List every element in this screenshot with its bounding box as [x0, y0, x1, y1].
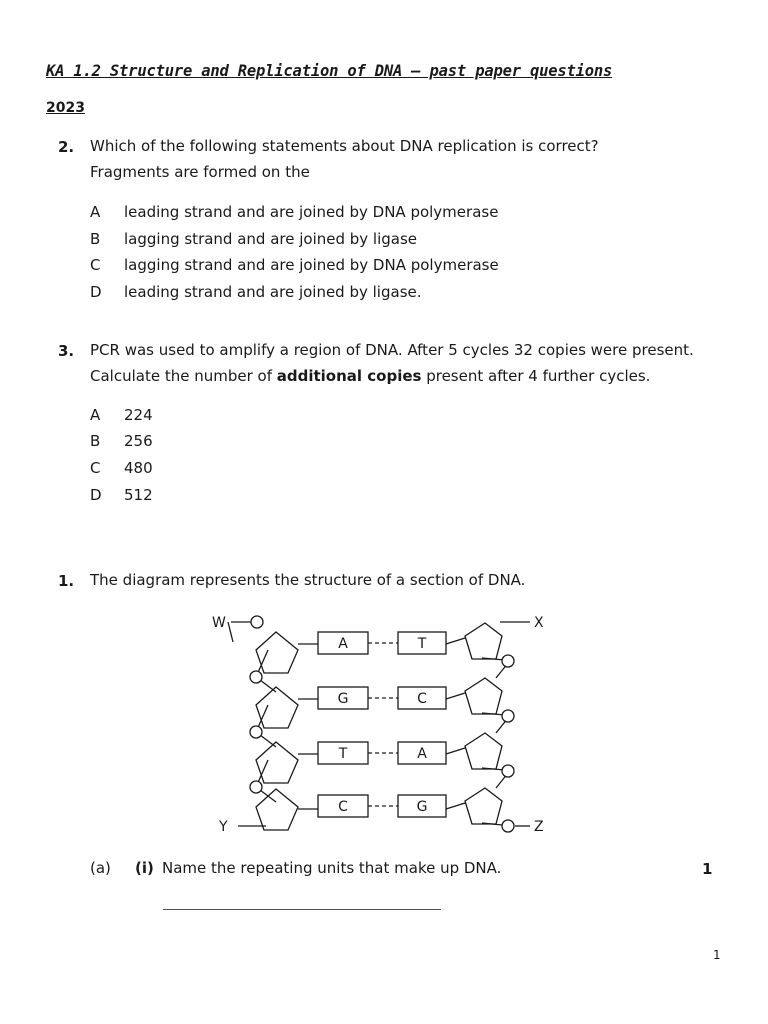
sugar-base-bond [446, 748, 465, 754]
base-label: A [417, 746, 427, 762]
deoxyribose-sugar [465, 788, 502, 824]
question-2-stem [90, 133, 599, 185]
option-text: leading strand and are joined by DNA polymerase [124, 203, 499, 221]
base-label: T [338, 746, 348, 762]
option-text: lagging strand and are joined by ligase [124, 230, 418, 248]
question-1-number: 1. [58, 572, 75, 590]
phosphate-group [502, 655, 514, 667]
option-letter: A [90, 406, 101, 424]
question-3-line-2-start: Calculate the number of [90, 367, 277, 385]
question-1a-i-label: (i) [135, 859, 154, 877]
deoxyribose-sugar [465, 733, 502, 769]
option-letter: C [90, 256, 101, 274]
page-title: KA 1.2 Structure and Replication of DNA – past paper questions [46, 62, 613, 80]
question-1a-i-text: Name the repeating units that make up DNA. [162, 859, 502, 877]
option-letter: D [90, 283, 102, 301]
option-letter: B [90, 432, 101, 450]
phosphate-group [250, 671, 262, 683]
question-2-line-1: Which of the following statements about DNA replication is correct? [90, 137, 599, 155]
question-3-line-1: PCR was used to amplify a region of DNA. After 5 cycles 32 copies were present. [90, 341, 694, 359]
option-text: lagging strand and are joined by DNA polymerase [124, 256, 499, 274]
option-letter: C [90, 459, 101, 477]
deoxyribose-sugar [465, 623, 502, 659]
base-label: C [417, 691, 427, 707]
question-2-line-2: Fragments are formed on the [90, 163, 310, 181]
option-text: leading strand and are joined by ligase. [124, 283, 422, 301]
deoxyribose-sugar [256, 789, 298, 830]
question-3-stem [90, 337, 694, 389]
phosphate-group [502, 710, 514, 722]
option-text: 480 [124, 459, 153, 477]
dna-structure-diagram [200, 605, 560, 835]
base-label: G [337, 691, 349, 707]
marks-value: 1 [702, 860, 713, 878]
option-text: 224 [124, 406, 153, 424]
question-2-number: 2. [58, 138, 75, 156]
deoxyribose-sugar [256, 687, 298, 728]
year-heading: 2023 [46, 100, 85, 116]
base-label: G [416, 799, 428, 815]
backbone-link [228, 622, 233, 642]
end-label-w: W [212, 615, 226, 631]
question-3-number: 3. [58, 342, 75, 360]
question-3-line-2 [90, 363, 694, 389]
answer-line[interactable] [163, 909, 441, 910]
option-text: 512 [124, 486, 153, 504]
question-3-emphasis: additional copies [276, 367, 422, 385]
page-number: 1 [713, 948, 721, 962]
question-1a-label: (a) [90, 859, 111, 877]
base-label: C [338, 799, 348, 815]
sugar-base-bond [446, 803, 465, 809]
phosphate-group [250, 726, 262, 738]
base-label: T [417, 636, 427, 652]
base-label: A [338, 636, 348, 652]
deoxyribose-sugar [256, 742, 298, 783]
question-3-line-2-end: present after 4 further cycles. [421, 367, 651, 385]
phosphate-group [502, 820, 514, 832]
deoxyribose-sugar [256, 632, 298, 673]
deoxyribose-sugar [465, 678, 502, 714]
phosphate-group [250, 781, 262, 793]
sugar-base-bond [446, 638, 465, 644]
option-text: 256 [124, 432, 153, 450]
option-letter: B [90, 230, 101, 248]
sugar-base-bond [446, 693, 465, 699]
option-letter: D [90, 486, 102, 504]
end-label-x: X [534, 615, 544, 631]
option-letter: A [90, 203, 101, 221]
end-label-y: Y [219, 819, 228, 835]
phosphate-group [251, 616, 263, 628]
phosphate-group [502, 765, 514, 777]
end-label-z: Z [534, 819, 544, 835]
question-1-stem: The diagram represents the structure of a section of DNA. [90, 571, 526, 589]
